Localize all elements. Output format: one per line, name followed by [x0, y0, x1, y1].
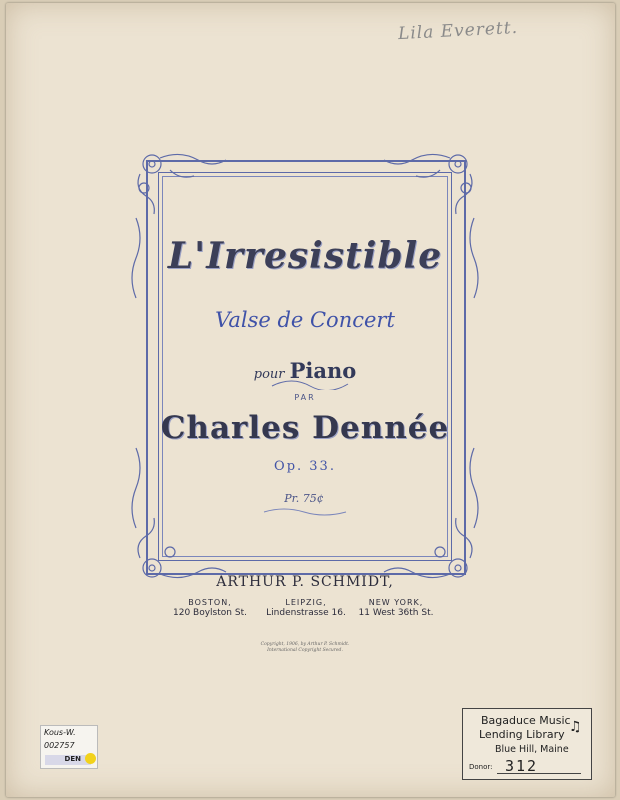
publisher-city-boston — [160, 598, 260, 618]
catalog-label-number: 002757 — [44, 741, 75, 750]
publisher-name: ARTHUR P. SCHMIDT, — [216, 574, 394, 590]
stamp-line: Blue Hill, Maine — [495, 744, 569, 755]
piece-title: L'Irresistible — [167, 235, 443, 277]
catalog-label-code: DEN — [45, 755, 91, 765]
copyright-notice — [200, 642, 410, 654]
publisher-city-new-york — [346, 598, 446, 618]
copyright-line: International Copyright Secured. — [267, 648, 343, 653]
catalog-label — [40, 725, 98, 769]
donor-underline — [497, 773, 581, 774]
price-label: Pr. 75¢ — [284, 492, 324, 505]
owner-signature: Lila Everett. — [397, 17, 519, 45]
stamp-line: Lending Library — [479, 728, 565, 741]
yellow-dot-sticker — [85, 753, 96, 764]
opus-number: Op. 33. — [274, 459, 336, 474]
copyright-line: Copyright, 1906, by Arthur P. Schmidt. — [260, 642, 350, 647]
instrument-prefix: pour — [253, 367, 285, 382]
donor-label: Donor: — [469, 763, 493, 771]
city-name: LEIPZIG, — [285, 598, 327, 607]
publisher-city-leipzig — [256, 598, 356, 618]
instrument-name: Piano — [289, 358, 357, 383]
music-note-icon: ♫ — [569, 719, 582, 735]
city-address: Lindenstrasse 16. — [266, 608, 346, 618]
library-stamp — [462, 708, 592, 780]
catalog-label-line: Kous-W. — [44, 728, 76, 737]
city-name: BOSTON, — [188, 598, 232, 607]
composer-name: Charles Dennée — [160, 410, 450, 446]
price-flourish-icon — [262, 506, 348, 518]
city-name: NEW YORK, — [368, 598, 424, 607]
city-address: 120 Boylston St. — [173, 608, 247, 618]
by-word: PAR — [294, 393, 316, 402]
donor-number: 312 — [505, 757, 539, 775]
stamp-line: Bagaduce Music — [481, 714, 571, 727]
flourish-icon — [270, 378, 350, 390]
piece-subtitle: Valse de Concert — [215, 308, 395, 332]
city-address: 11 West 36th St. — [358, 608, 434, 618]
